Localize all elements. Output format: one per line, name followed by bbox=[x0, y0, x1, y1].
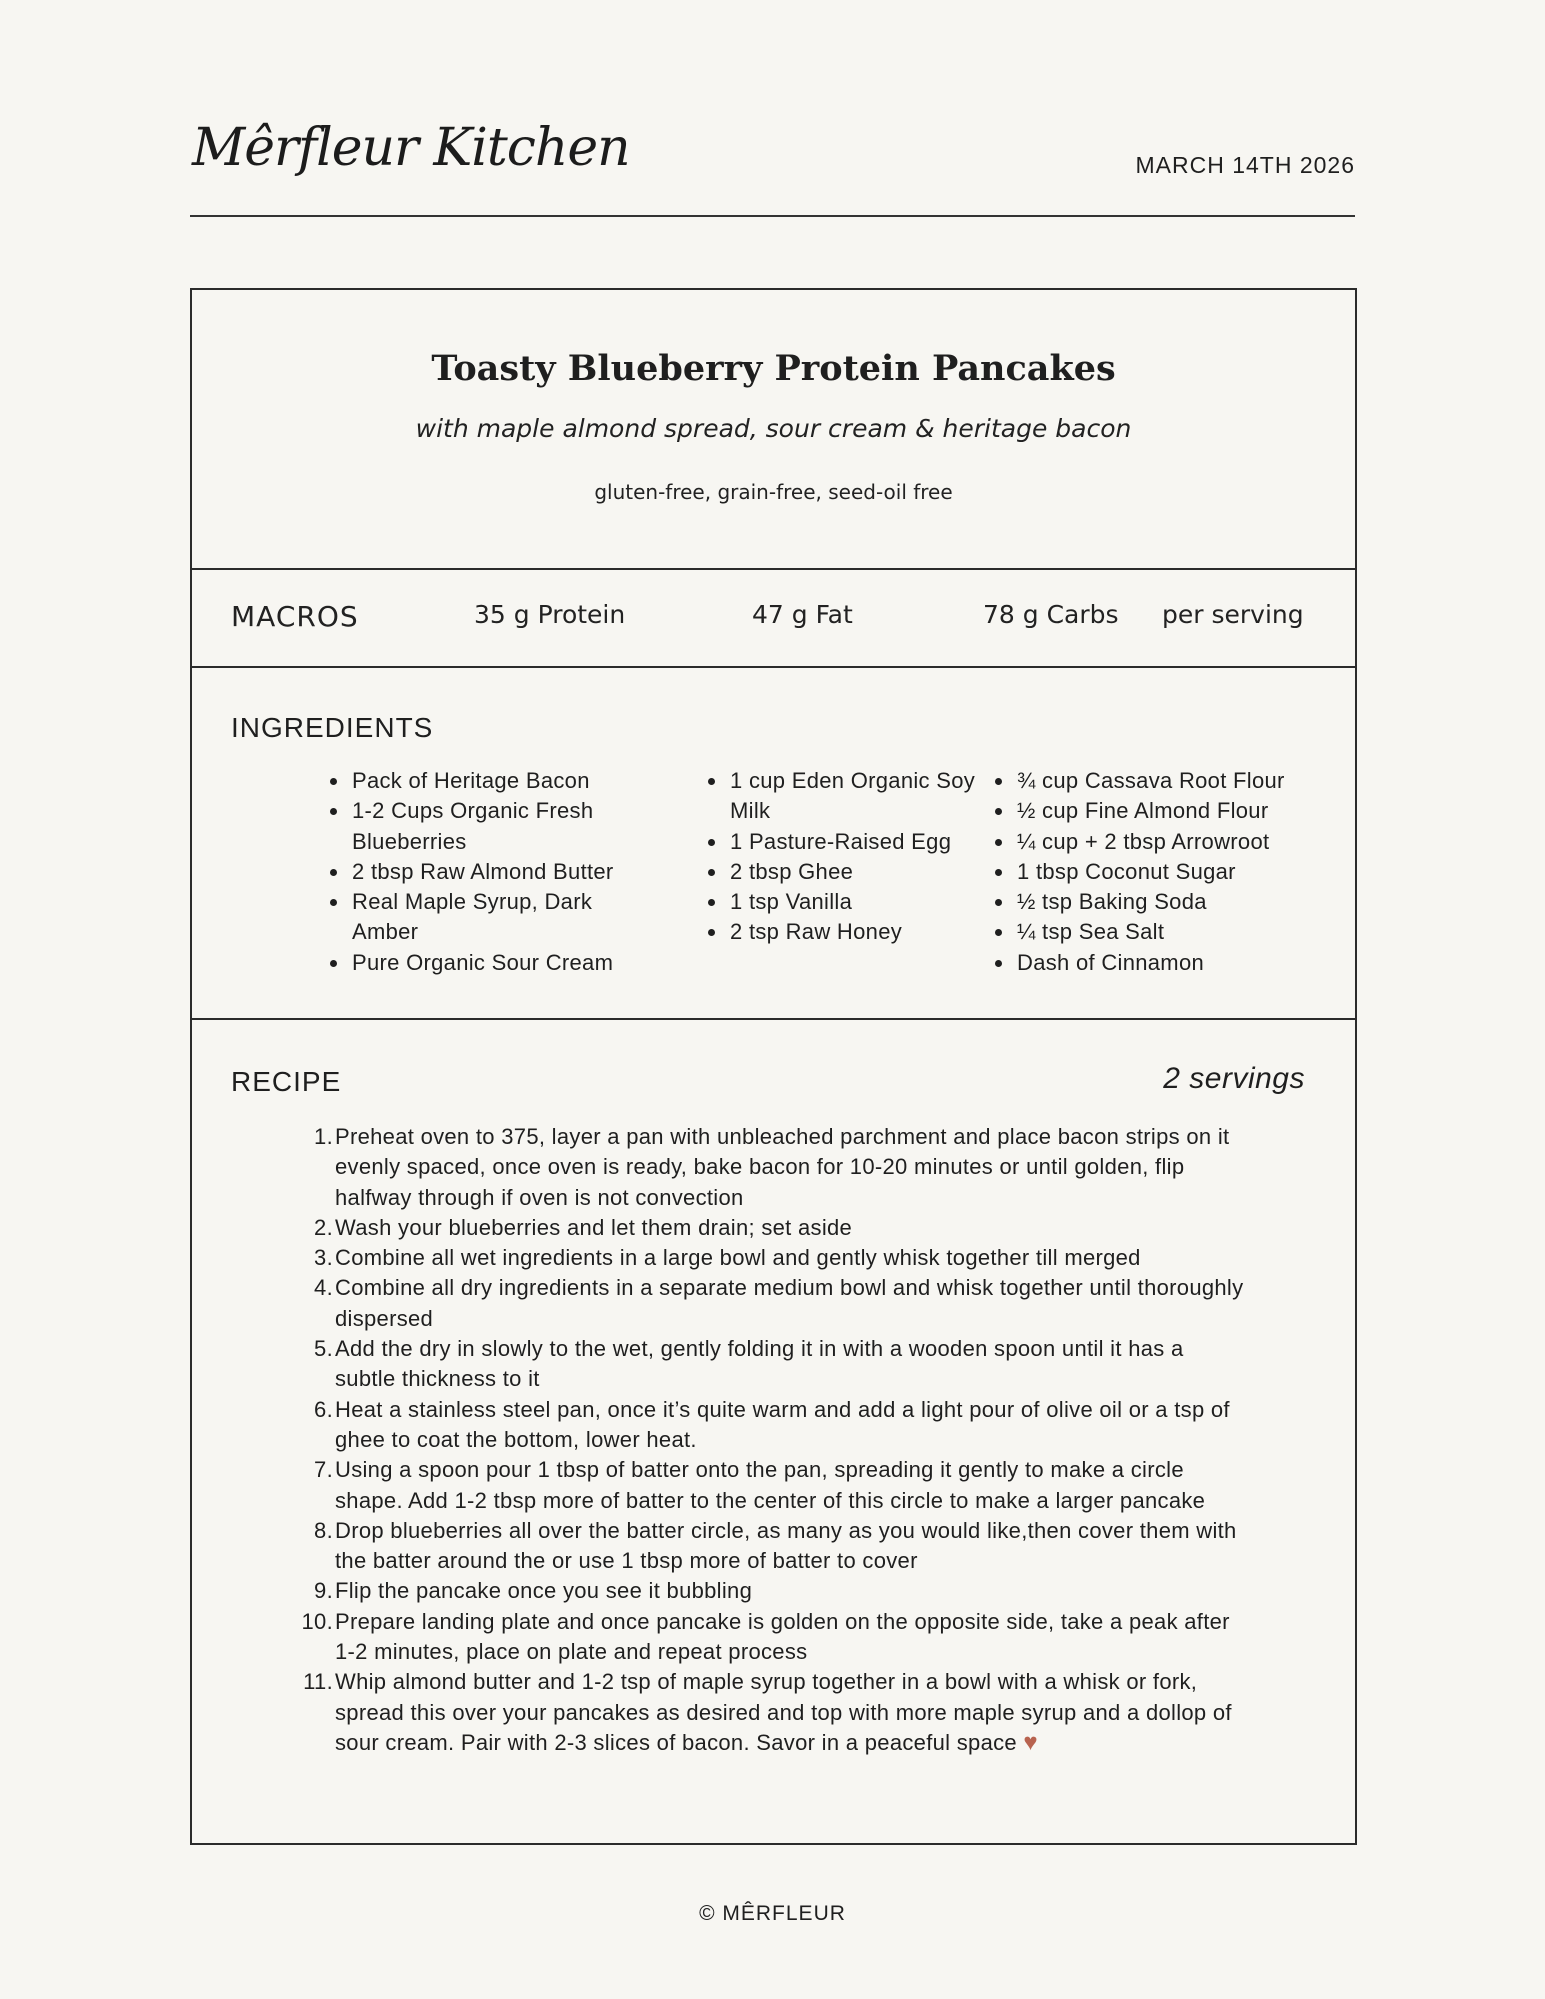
macros-section bbox=[192, 568, 1355, 668]
ingredients-column-2 bbox=[700, 766, 978, 948]
heart-icon: ♥ bbox=[1023, 1728, 1038, 1756]
recipe-step: Preheat oven to 375, layer a pan with unbleached parchment and place bacon strips on it evenly spaced, once oven is ready, bake bacon for 10-20 minutes or until golden, flip halfway through if oven is not convection bbox=[335, 1124, 1230, 1210]
recipe-section bbox=[192, 1018, 1355, 1843]
recipe-step: Add the dry in slowly to the wet, gently folding it in with a wooden spoon until it has a subtle thickness to it bbox=[335, 1336, 1184, 1392]
ingredient-item: • 1 tsp Vanilla bbox=[728, 887, 978, 917]
recipe-step: Heat a stainless steel pan, once it’s quite warm and add a light pour of olive oil or a tsp of ghee to coat the bottom, lower heat. bbox=[335, 1396, 1230, 1452]
page-date: MARCH 14TH 2026 bbox=[1135, 152, 1355, 178]
recipe-label: RECIPE bbox=[231, 1066, 342, 1097]
footer-copyright: © MÊRFLEUR bbox=[699, 1902, 846, 1925]
ingredient-item: • ½ cup Fine Almond Flour bbox=[1015, 796, 1335, 826]
macro-per-serving: per serving bbox=[1162, 600, 1304, 629]
ingredient-item: • 2 tsp Raw Honey bbox=[728, 917, 978, 947]
recipe-step: Flip the pancake once you see it bubbling bbox=[335, 1578, 753, 1604]
ingredients-column-3 bbox=[987, 766, 1335, 978]
brand-logo: Mêrfleur Kitchen bbox=[192, 118, 630, 178]
header-divider bbox=[190, 215, 1355, 217]
ingredient-item: • ¼ tsp Sea Salt bbox=[1015, 917, 1335, 947]
ingredient-item: • ¾ cup Cassava Root Flour bbox=[1015, 766, 1335, 796]
recipe-step: Combine all wet ingredients in a large bowl and gently whisk together till merged bbox=[335, 1245, 1141, 1271]
recipe-subtitle: with maple almond spread, sour cream & heritage bacon bbox=[415, 414, 1132, 443]
ingredient-item: • 1 Pasture-Raised Egg bbox=[728, 827, 978, 857]
macro-carbs: 78 g Carbs bbox=[983, 600, 1119, 629]
ingredients-column-1 bbox=[322, 766, 650, 978]
recipe-title: Toasty Blueberry Protein Pancakes bbox=[431, 348, 1116, 389]
title-section bbox=[192, 290, 1355, 570]
recipe-step: Drop blueberries all over the batter circle, as many as you would like,then cover them with the batter around the or use 1 tbsp more of batter to cover bbox=[335, 1517, 1237, 1574]
ingredient-item: • Dash of Cinnamon bbox=[1015, 948, 1335, 978]
servings-count: 2 servings bbox=[1163, 1062, 1305, 1095]
ingredient-item: • 2 tbsp Ghee bbox=[728, 857, 978, 887]
recipe-step: Using a spoon pour 1 tbsp of batter onto the pan, spreading it gently to make a circle shape. Add 1-2 tbsp more of batter to the center of this circle to make a larger pancake bbox=[335, 1457, 1206, 1513]
ingredient-item: • 1-2 Cups Organic Fresh Blueberries bbox=[350, 796, 650, 857]
ingredient-item: • Pure Organic Sour Cream bbox=[350, 948, 650, 978]
recipe-step-text: Whip almond butter and 1-2 tsp of maple syrup together in a bowl with a whisk or fork, spread this over your pancakes as desired and top with more maple syrup and a dollop of sour cream. Pair with 2-3 slices of bacon. Savor in a peaceful space bbox=[335, 1669, 1232, 1755]
ingredient-item: • Pack of Heritage Bacon bbox=[350, 766, 650, 796]
ingredient-item: • 1 tbsp Coconut Sugar bbox=[1015, 857, 1335, 887]
ingredients-section bbox=[192, 666, 1355, 1020]
recipe-step-last bbox=[335, 1667, 1250, 1758]
recipe-steps bbox=[335, 1122, 1250, 1758]
ingredients-label: INGREDIENTS bbox=[231, 712, 434, 743]
ingredient-item: • 2 tbsp Raw Almond Butter bbox=[350, 857, 650, 887]
recipe-step: Prepare landing plate and once pancake is golden on the opposite side, take a peak after 1-2 minutes, place on plate and repeat process bbox=[335, 1608, 1230, 1665]
macro-fat: 47 g Fat bbox=[752, 600, 853, 629]
ingredient-item: • 1 cup Eden Organic Soy Milk bbox=[728, 766, 978, 827]
ingredient-item: • ¼ cup + 2 tbsp Arrowroot bbox=[1015, 827, 1335, 857]
recipe-step: Wash your blueberries and let them drain; set aside bbox=[335, 1214, 853, 1240]
diet-tags: gluten-free, grain-free, seed-oil free bbox=[594, 480, 953, 504]
ingredient-item: • ½ tsp Baking Soda bbox=[1015, 887, 1335, 917]
ingredient-item: • Real Maple Syrup, Dark Amber bbox=[350, 887, 650, 948]
macros-label: MACROS bbox=[231, 600, 359, 633]
macro-protein: 35 g Protein bbox=[474, 600, 626, 629]
recipe-card bbox=[190, 288, 1357, 1845]
recipe-step: Combine all dry ingredients in a separate medium bowl and whisk together until thoroughly dispersed bbox=[335, 1275, 1244, 1331]
